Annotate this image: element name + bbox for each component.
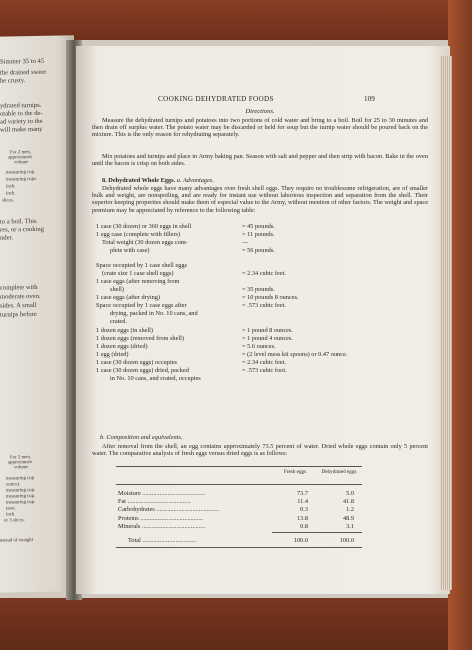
weight-table-value: = 35 pounds. (242, 286, 275, 293)
left-page-line: For 2 men, (10, 455, 31, 461)
left-page-line: will make many (0, 125, 43, 134)
left-page-line: nder. (0, 234, 14, 242)
table-header-rule (116, 484, 362, 485)
weight-table-label: Total weight (30 dozen eggs com- (102, 239, 188, 246)
left-page-line: complete with (0, 283, 38, 292)
composition-total-fresh: 100.0 (293, 537, 308, 544)
weight-table-value: = 1 pound 4 ounces. (242, 335, 293, 342)
composition-row-label: Moisture ........................................ (118, 490, 206, 497)
composition-fresh-value: 0.8 (300, 522, 308, 530)
weight-table-value: = 10 pounds 8 ounces. (242, 294, 299, 301)
left-page-line: inch. (6, 512, 16, 518)
page-edges (440, 56, 452, 590)
composition-fresh-value: 0.3 (300, 506, 308, 514)
composition-total-dried: 100.0 (339, 537, 354, 544)
weight-table-value: = 11 pounds. (242, 231, 275, 238)
left-page-line: sides. A small (0, 301, 37, 310)
left-page-line: ad variety to the (0, 117, 43, 126)
weight-table-label: Space occupied by 1 case shell eggs (96, 262, 187, 269)
composition-subheading: b. Composition and equivalents. (100, 434, 183, 441)
column-header-dehydrated: Dehydrated eggs (321, 469, 357, 475)
weight-table-value: = 5.6 ounces. (242, 343, 276, 350)
weight-table-label: 1 dozen eggs (in shell) (96, 327, 154, 334)
weight-table-label: drying, packed in No. 10 cans, and (110, 310, 198, 317)
composition-row-label: Minerals ........................................ (118, 522, 205, 530)
section-8-subheading: a. Advantages. (176, 177, 214, 184)
left-page-line: measuring cup. (6, 487, 36, 494)
composition-fresh-value: 13.8 (296, 514, 308, 522)
weight-table-label: plete with case) (110, 247, 150, 254)
left-page-line: measuring cups. (6, 176, 38, 183)
composition-dried-value: 41.8 (342, 498, 354, 506)
left-page-line: volume (14, 465, 29, 471)
weight-table-label: 1 case (30 dozen eggs) occupies (96, 359, 177, 366)
left-page-line: moderate oven. (0, 292, 41, 301)
left-page-line: taste. (6, 506, 16, 512)
composition-row-label: Carbohydrates ........................................ (118, 506, 220, 514)
left-page-line: Simmer 35 to 45 (0, 57, 45, 66)
left-page-line: otable to the de- (0, 109, 43, 118)
composition-dried-value: 1.2 (346, 506, 354, 514)
composition-total-label: Total .................................. (128, 537, 196, 544)
composition-fresh-value: 11.4 (297, 498, 308, 506)
composition-row-label: Proteins ........................................ (118, 514, 204, 522)
total-rule (272, 532, 362, 533)
left-page-line: slices. (2, 198, 14, 204)
weight-table-value: — (242, 239, 249, 246)
weight-table-value: = 56 pounds. (242, 247, 275, 254)
weight-table-value: = 45 pounds. (242, 223, 275, 230)
weight-table-label: crated. (110, 318, 127, 325)
left-page-line: measuring cup (6, 475, 35, 482)
table-bottom-rule (116, 547, 362, 548)
section-8-heading: 8. Dehydrated Whole Eggs. (102, 177, 176, 184)
weight-table-value: = (2 level mess kit spoons) or 0.47 ounce. (242, 351, 348, 358)
composition-dried-value: 3.1 (346, 522, 354, 530)
book-cover-bottom (0, 598, 472, 650)
left-page (0, 35, 74, 592)
left-page-line: measuring cup. (6, 493, 36, 500)
weight-table-value: = 2.34 cubic feet. (242, 359, 286, 366)
composition-paragraph: After removal from the shell, an egg contains approximately 73.5 percent of water. Dried whole eggs contain only 5 percent water. The comparative analysis of fresh eggs versus dried eggs is as follows: (92, 443, 428, 458)
directions-title: Directions. (245, 108, 275, 115)
weight-table-label: 1 case (30 dozen) or 360 eggs in shell (96, 223, 192, 230)
weight-table-value: = .573 cubic feet. (242, 302, 286, 309)
left-page-line: nstead of straight (0, 538, 34, 544)
weight-table-value: = 1 pound 8 ounces. (242, 327, 293, 334)
left-page-line: res, or a cooking (0, 225, 44, 234)
left-page-line: approximate (8, 155, 32, 161)
composition-fresh-value: 73.7 (296, 490, 308, 497)
weight-table-label: (crate size 1 case shell eggs) (102, 270, 174, 277)
left-page-line: measuring cup. (6, 499, 36, 506)
weight-table-label: 1 case (30 dozen eggs) dried, packed (96, 367, 189, 374)
weight-table-label: 1 case eggs (after removing from (96, 278, 180, 285)
table-top-rule (116, 466, 362, 467)
running-header: COOKING DEHYDRATED FOODS (158, 95, 274, 103)
section-8-heading-line (92, 177, 428, 184)
weight-table-label: shell) (110, 286, 124, 293)
left-page-line: For 2 men, (10, 150, 31, 156)
left-page-line: to a boil. This (0, 217, 37, 226)
left-page-line: ydrated turnips. (0, 101, 42, 110)
weight-table-label: 1 dozen eggs (removed from shell) (96, 335, 184, 342)
directions-paragraph-2: Mix potatoes and turnips and place in Army baking pan. Season with salt and pepper and then strip with bacon. Bake in the oven until the bacon is crisp on both sides. (92, 153, 428, 168)
left-page-line: the drained sweet (0, 68, 47, 77)
weight-table-label: in No. 10 cans, and crated, occupies (110, 375, 201, 382)
page-number: 109 (364, 95, 375, 103)
left-page-line: approximate (8, 460, 32, 466)
column-header-fresh: Fresh eggs (283, 469, 307, 475)
left-page-line: turnips before (0, 310, 37, 319)
weight-table-value: = .573 cubic foot. (242, 367, 287, 374)
section-8-paragraph: Dehydrated whole eggs have many advantages over fresh shell eggs. They require no troublesome refrigeration, are of smaller bulk and weight, are nonspoiling, and are ready for instant use without laborious inspection and separation from the shell. Their superior keeping properties should make them of especial value to the Army, without mention of other factors. The weight and space premium may be appreciated by reference to the following table: (92, 185, 428, 214)
composition-row-label: Fat ........................................ (118, 498, 191, 506)
weight-table-label: Space occupied by 1 case eggs after (96, 302, 187, 309)
left-page-line: ounce). (6, 482, 21, 488)
weight-table-label: 1 case eggs (after drying) (96, 294, 160, 301)
directions-paragraph-1: Measure the dehydrated turnips and potatoes into two portions of cold water and bring to a boil. Boil for 25 to 30 minutes and then drain off surplus water. The potato water may be discarded or held for soup but the turnip water should be poured back on the mixture. This is the only reason for rehydrating separately. (92, 117, 428, 139)
left-page-line: volume (14, 160, 29, 166)
left-page-line: inch. (6, 184, 16, 190)
weight-table-label: 1 egg (dried) (96, 351, 129, 358)
weight-table-label: 1 dozen eggs (dried) (96, 343, 148, 350)
composition-dried-value: 5.0 (346, 490, 354, 497)
left-page-line: he crusty. (0, 77, 26, 85)
left-page-line: or 3 slices. (4, 518, 25, 524)
weight-table-value: = 2.34 cubic feet. (242, 270, 286, 277)
left-page-line: measuring cup. (6, 169, 36, 176)
composition-dried-value: 48.9 (342, 514, 354, 522)
left-page-line: inch. (6, 191, 16, 197)
book-cover-top (0, 0, 472, 40)
weight-table-label: 1 egg case (complete with fillers) (96, 231, 181, 238)
